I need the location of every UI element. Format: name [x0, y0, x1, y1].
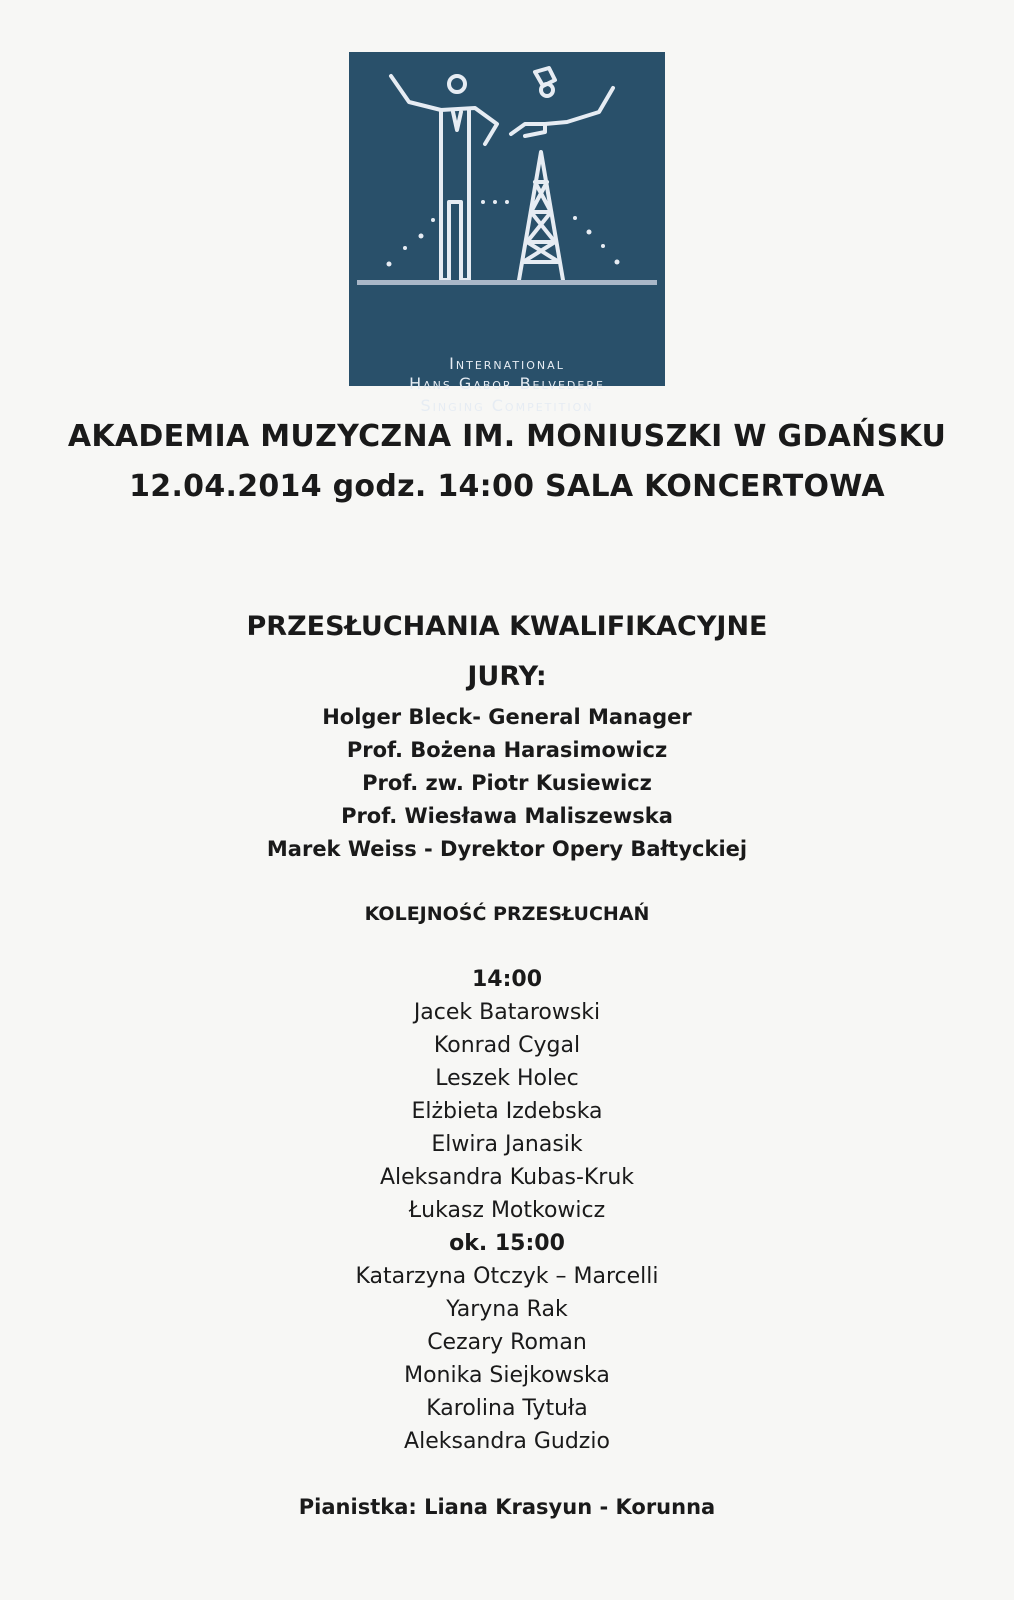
participant: Leszek Holec: [435, 1066, 579, 1091]
participant: Katarzyna Otczyk – Marcelli: [355, 1264, 659, 1289]
jury-title: JURY:: [467, 661, 547, 692]
jury-member: Prof. Bożena Harasimowicz: [346, 738, 668, 762]
participant: Aleksandra Gudzio: [404, 1429, 610, 1454]
participant: Cezary Roman: [427, 1330, 587, 1355]
section-title: PRZESŁUCHANIA KWALIFIKACYJNE: [246, 611, 768, 642]
participant: Karolina Tytuła: [426, 1396, 588, 1421]
participant: Jacek Batarowski: [413, 1000, 601, 1025]
jury-member: Holger Bleck- General Manager: [322, 705, 692, 729]
singers-logo-icon: [349, 52, 665, 386]
order-title: KOLEJNOŚĆ PRZESŁUCHAŃ: [364, 903, 650, 925]
participant: Monika Siejkowska: [404, 1363, 610, 1388]
jury-member: Prof. Wiesława Maliszewska: [341, 804, 673, 828]
jury-member: Prof. zw. Piotr Kusiewicz: [362, 771, 652, 795]
participant: Konrad Cygal: [433, 1033, 581, 1058]
time-slot-2: ok. 15:00: [449, 1231, 565, 1256]
logo-line-3: Singing Competition: [420, 396, 594, 415]
logo-line-2: Hans Gabor Belvedere: [409, 374, 605, 393]
participant: Łukasz Motkowicz: [408, 1198, 606, 1223]
participant: Yaryna Rak: [446, 1297, 568, 1322]
logo-line-1: International: [449, 354, 565, 373]
participant: Aleksandra Kubas-Kruk: [379, 1165, 635, 1190]
time-slot-1: 14:00: [471, 967, 543, 992]
participant: Elżbieta Izdebska: [411, 1099, 603, 1124]
pianist: Pianistka: Liana Krasyun - Korunna: [298, 1495, 716, 1519]
event-date-place: 12.04.2014 godz. 14:00 SALA KONCERTOWA: [129, 469, 885, 504]
participant: Elwira Janasik: [431, 1132, 583, 1157]
competition-logo: [349, 52, 665, 415]
jury-member: Marek Weiss - Dyrektor Opery Bałtyckiej: [266, 837, 748, 861]
academy-name: AKADEMIA MUZYCZNA IM. MONIUSZKI W GDAŃSKU: [67, 419, 947, 454]
